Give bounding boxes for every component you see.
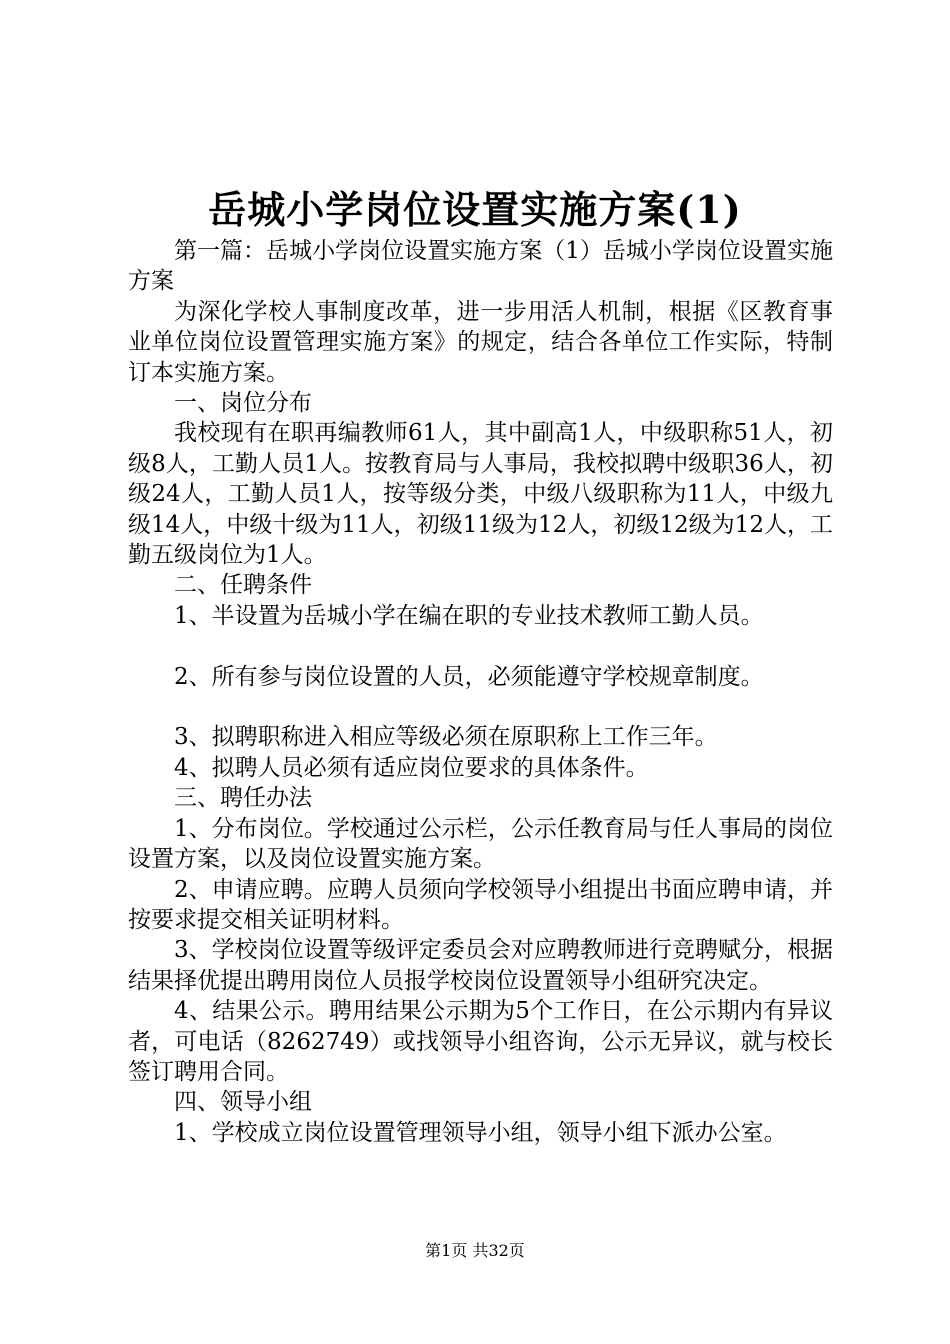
section-heading-first-part: 第一篇：岳城小学岗位设置实施方案（1）岳城小学岗位设置实施方案 [128, 238, 833, 295]
heading-appointment-method: 三、聘任办法 [174, 785, 312, 812]
leadership-item-1: 1、学校成立岗位设置管理领导小组，领导小组下派办公室。 [174, 1119, 787, 1146]
heading-post-distribution: 一、岗位分布 [174, 390, 312, 417]
condition-item-3: 3、拟聘职称进入相应等级必须在原职称上工作三年。 [174, 724, 718, 751]
condition-item-4: 4、拟聘人员必须有适应岗位要求的具体条件。 [174, 754, 649, 781]
condition-item-2: 2、所有参与岗位设置的人员，必须能遵守学校规章制度。 [174, 663, 764, 690]
post-distribution-paragraph: 我校现有在职再编教师61人，其中副高1人，中级职称51人，初级8人，工勤人员1人。按教育局与人事局，我校拟聘中级职36人，初级24人，工勤人员1人，按等级分类，中级八级职称为11人，中级九级14人，中级十级为11人，初级11级为12人，初级12级为12人，工勤五级岗位为1人。 [128, 420, 833, 569]
page-number-footer: 第1页 共32页 [425, 1241, 525, 1260]
document-body [128, 236, 833, 1148]
method-item-2: 2、申请应聘。应聘人员须向学校领导小组提出书面应聘申请，并按要求提交相关证明材料。 [128, 876, 833, 933]
heading-appointment-conditions: 二、任聘条件 [174, 572, 312, 599]
intro-paragraph: 为深化学校人事制度改革，进一步用活人机制，根据《区教育事业单位岗位设置管理实施方案》的规定，结合各单位工作实际，特制订本实施方案。 [128, 298, 833, 386]
condition-item-1: 1、半设置为岳城小学在编在职的专业技术教师工勤人员。 [174, 602, 764, 629]
method-item-1: 1、分布岗位。学校通过公示栏，公示任教育局与任人事局的岗位设置方案，以及岗位设置实施方案。 [128, 815, 833, 873]
heading-leadership-group: 四、领导小组 [174, 1089, 312, 1116]
method-item-3: 3、学校岗位设置等级评定委员会对应聘教师进行竞聘赋分，根据结果择优提出聘用岗位人员报学校岗位设置领导小组研究决定。 [128, 937, 833, 994]
method-item-4: 4、结果公示。聘用结果公示期为5个工作日，在公示期内有异议者，可电话（8262749）或找领导小组咨询，公示无异议，就与校长签订聘用合同。 [128, 998, 833, 1085]
document-title: 岳城小学岗位设置实施方案(1) [208, 187, 742, 232]
